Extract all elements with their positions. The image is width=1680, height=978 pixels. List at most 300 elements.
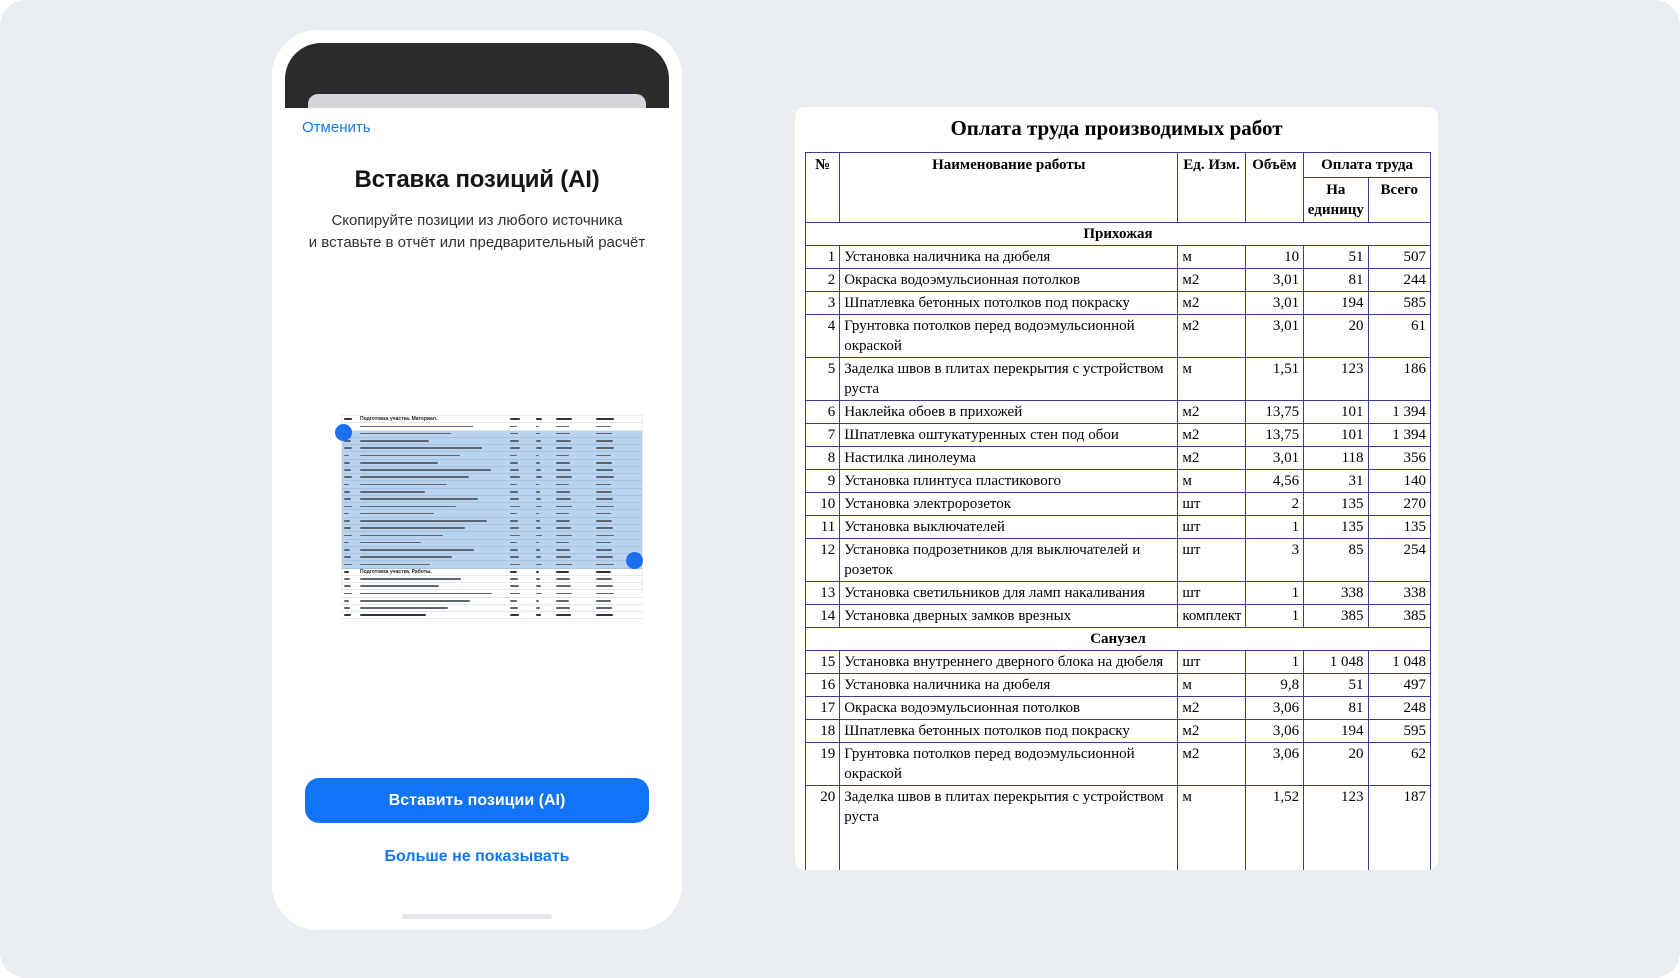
preview-cell bbox=[360, 590, 510, 596]
cell-number: 1 bbox=[806, 246, 840, 269]
cell-volume: 2 bbox=[1245, 493, 1303, 516]
preview-cell bbox=[342, 489, 360, 495]
preview-item-row bbox=[342, 431, 642, 438]
cell-per-unit: 31 bbox=[1304, 470, 1368, 493]
cell-volume: 3,01 bbox=[1245, 292, 1303, 315]
preview-cell bbox=[360, 598, 510, 604]
sheet-subtitle bbox=[285, 210, 669, 254]
cell-volume: 3,06 bbox=[1245, 720, 1303, 743]
preview-cell bbox=[596, 540, 640, 546]
table-row bbox=[806, 674, 1431, 697]
preview-cell bbox=[360, 576, 510, 582]
cell-number: 12 bbox=[806, 539, 840, 582]
cell-unit: м2 bbox=[1178, 424, 1245, 447]
col-header-number: № bbox=[806, 153, 840, 223]
preview-cell bbox=[536, 489, 556, 495]
cell-volume: 4,56 bbox=[1245, 470, 1303, 493]
table-row bbox=[806, 493, 1431, 516]
cell-work-name: Грунтовка потолков перед водоэмульсионной окраской bbox=[840, 315, 1178, 358]
insert-positions-button[interactable]: Вставить позиции (AI) bbox=[305, 778, 649, 823]
preview-cell bbox=[342, 561, 360, 567]
preview-cell bbox=[556, 576, 596, 582]
preview-cell bbox=[360, 467, 510, 473]
preview-cell bbox=[536, 547, 556, 553]
preview-cell bbox=[510, 561, 536, 567]
cell-work-name: Заделка швов в плитах перекрытия с устройством руста bbox=[840, 358, 1178, 401]
table-row bbox=[806, 358, 1431, 401]
preview-cell bbox=[556, 612, 596, 618]
preview-cell bbox=[596, 518, 640, 524]
preview-cell bbox=[510, 554, 536, 560]
cell-number: 4 bbox=[806, 315, 840, 358]
cell-volume: 10 bbox=[1245, 246, 1303, 269]
preview-item-row bbox=[342, 481, 642, 488]
cell-volume: 3,01 bbox=[1245, 447, 1303, 470]
cell-unit: шт bbox=[1178, 582, 1245, 605]
table-row bbox=[806, 315, 1431, 358]
preview-cell bbox=[556, 481, 596, 487]
preview-cell bbox=[360, 474, 510, 480]
preview-cell bbox=[556, 540, 596, 546]
preview-cell bbox=[360, 569, 510, 575]
preview-cell bbox=[342, 540, 360, 546]
sheet-subtitle-line2: и вставьте в отчёт или предварительный расчёт bbox=[308, 234, 646, 251]
preview-cell bbox=[342, 525, 360, 531]
preview-item-row bbox=[342, 489, 642, 496]
preview-cell bbox=[510, 445, 536, 451]
table-row bbox=[806, 246, 1431, 269]
preview-cell bbox=[556, 510, 596, 516]
work-payment-document bbox=[795, 107, 1438, 870]
cell-total: 187 bbox=[1368, 786, 1430, 871]
cell-number: 5 bbox=[806, 358, 840, 401]
cell-volume: 13,75 bbox=[1245, 424, 1303, 447]
col-header-pay-group: Оплата труда bbox=[1304, 153, 1431, 178]
preview-cell bbox=[342, 532, 360, 538]
preview-cell bbox=[360, 561, 510, 567]
preview-section-row bbox=[342, 416, 642, 423]
table-row bbox=[806, 786, 1431, 871]
cell-volume: 1 bbox=[1245, 605, 1303, 628]
cell-work-name: Шпатлевка бетонных потолков под покраску bbox=[840, 720, 1178, 743]
preview-cell bbox=[510, 532, 536, 538]
preview-cell bbox=[536, 590, 556, 596]
table-row bbox=[806, 605, 1431, 628]
col-header-volume: Объём bbox=[1245, 153, 1303, 223]
preview-cell bbox=[556, 547, 596, 553]
preview-cell bbox=[360, 503, 510, 509]
cell-unit: м2 bbox=[1178, 401, 1245, 424]
cell-total: 270 bbox=[1368, 493, 1430, 516]
preview-cell bbox=[510, 547, 536, 553]
preview-cell bbox=[536, 510, 556, 516]
cell-work-name: Установка выключателей bbox=[840, 516, 1178, 539]
preview-cell bbox=[510, 569, 536, 575]
preview-cell bbox=[536, 583, 556, 589]
preview-cell bbox=[360, 431, 510, 437]
cell-volume: 3,06 bbox=[1245, 743, 1303, 786]
preview-cell bbox=[342, 554, 360, 560]
preview-cell bbox=[596, 460, 640, 466]
cell-work-name: Заделка швов в плитах перекрытия с устройством руста bbox=[840, 786, 1178, 871]
section-row bbox=[806, 628, 1431, 651]
table-row bbox=[806, 516, 1431, 539]
preview-item-row bbox=[342, 576, 642, 583]
preview-cell bbox=[510, 590, 536, 596]
preview-cell bbox=[536, 605, 556, 611]
cell-per-unit: 81 bbox=[1304, 269, 1368, 292]
cell-volume: 1 bbox=[1245, 516, 1303, 539]
cell-total: 254 bbox=[1368, 539, 1430, 582]
preview-cell bbox=[360, 452, 510, 458]
preview-item-row bbox=[342, 554, 642, 561]
preview-cell bbox=[342, 474, 360, 480]
preview-cell bbox=[342, 583, 360, 589]
cell-total: 186 bbox=[1368, 358, 1430, 401]
preview-cell bbox=[342, 496, 360, 502]
preview-cell bbox=[360, 438, 510, 444]
preview-cell bbox=[536, 503, 556, 509]
cell-work-name: Грунтовка потолков перед водоэмульсионной окраской bbox=[840, 743, 1178, 786]
table-row bbox=[806, 720, 1431, 743]
preview-cell bbox=[360, 518, 510, 524]
preview-cell bbox=[342, 598, 360, 604]
table-row bbox=[806, 424, 1431, 447]
preview-cell bbox=[510, 452, 536, 458]
preview-cell bbox=[510, 598, 536, 604]
preview-cell bbox=[556, 532, 596, 538]
cell-total: 585 bbox=[1368, 292, 1430, 315]
cell-per-unit: 81 bbox=[1304, 697, 1368, 720]
preview-cell bbox=[596, 474, 640, 480]
preview-cell bbox=[360, 460, 510, 466]
preview-cell bbox=[510, 474, 536, 480]
preview-section-label: Подготовка участка. Материал. bbox=[360, 416, 438, 423]
preview-cell bbox=[510, 438, 536, 444]
cell-unit: шт bbox=[1178, 539, 1245, 582]
preview-cell bbox=[360, 540, 510, 546]
preview-item-row bbox=[342, 467, 642, 474]
cell-volume: 13,75 bbox=[1245, 401, 1303, 424]
preview-cell bbox=[342, 503, 360, 509]
cell-work-name: Окраска водоэмульсионная потолков bbox=[840, 697, 1178, 720]
preview-cell bbox=[360, 496, 510, 502]
cell-number: 16 bbox=[806, 674, 840, 697]
preview-cell bbox=[360, 605, 510, 611]
cell-unit: м bbox=[1178, 674, 1245, 697]
preview-cell bbox=[536, 431, 556, 437]
preview-cell bbox=[596, 503, 640, 509]
section-title: Прихожая bbox=[806, 223, 1431, 246]
preview-cell bbox=[510, 431, 536, 437]
cell-total: 1 394 bbox=[1368, 424, 1430, 447]
work-table-body bbox=[806, 223, 1431, 871]
work-table-container bbox=[805, 152, 1431, 870]
preview-cell bbox=[360, 554, 510, 560]
preview-cell bbox=[510, 612, 536, 618]
table-header-row-1 bbox=[806, 153, 1431, 178]
preview-cell bbox=[556, 525, 596, 531]
selection-handle-bottom-right[interactable] bbox=[626, 552, 643, 569]
cell-work-name: Шпатлевка оштукатуренных стен под обои bbox=[840, 424, 1178, 447]
preview-cell bbox=[536, 423, 556, 429]
preview-item-row bbox=[342, 496, 642, 503]
cell-number: 8 bbox=[806, 447, 840, 470]
preview-item-row bbox=[342, 474, 642, 481]
cell-unit: м2 bbox=[1178, 292, 1245, 315]
cell-total: 1 394 bbox=[1368, 401, 1430, 424]
cell-number: 2 bbox=[806, 269, 840, 292]
sheet-subtitle-line1: Скопируйте позиции из любого источника bbox=[331, 212, 623, 229]
preview-cell bbox=[510, 518, 536, 524]
preview-item-row bbox=[342, 598, 642, 605]
preview-cell bbox=[342, 547, 360, 553]
preview-cell bbox=[556, 489, 596, 495]
preview-cell bbox=[536, 554, 556, 560]
cell-per-unit: 85 bbox=[1304, 539, 1368, 582]
cell-work-name: Наклейка обоев в прихожей bbox=[840, 401, 1178, 424]
table-row bbox=[806, 401, 1431, 424]
section-row bbox=[806, 223, 1431, 246]
cell-unit: м bbox=[1178, 246, 1245, 269]
preview-cell bbox=[536, 540, 556, 546]
cell-unit: м bbox=[1178, 786, 1245, 871]
dont-show-again-link[interactable]: Больше не показывать bbox=[384, 848, 570, 865]
preview-cell bbox=[596, 583, 640, 589]
cell-volume: 1 bbox=[1245, 582, 1303, 605]
home-indicator bbox=[402, 914, 552, 919]
cell-total: 248 bbox=[1368, 697, 1430, 720]
preview-cell bbox=[510, 605, 536, 611]
table-row bbox=[806, 539, 1431, 582]
preview-cell bbox=[556, 569, 596, 575]
preview-item-row bbox=[342, 583, 642, 590]
cell-work-name: Настилка линолеума bbox=[840, 447, 1178, 470]
preview-cell bbox=[556, 467, 596, 473]
col-header-per-unit: На единицу bbox=[1304, 178, 1368, 223]
preview-cell bbox=[596, 598, 640, 604]
cell-unit: м2 bbox=[1178, 720, 1245, 743]
cell-unit: м2 bbox=[1178, 743, 1245, 786]
table-row bbox=[806, 651, 1431, 674]
preview-cell bbox=[342, 467, 360, 473]
preview-cell bbox=[596, 532, 640, 538]
cell-work-name: Окраска водоэмульсионная потолков bbox=[840, 269, 1178, 292]
preview-cell bbox=[536, 561, 556, 567]
col-header-unit: Ед. Изм. bbox=[1178, 153, 1245, 223]
preview-cell bbox=[596, 467, 640, 473]
preview-cell bbox=[556, 561, 596, 567]
preview-cell bbox=[510, 489, 536, 495]
preview-cell bbox=[596, 489, 640, 495]
preview-cell bbox=[536, 518, 556, 524]
cell-per-unit: 194 bbox=[1304, 292, 1368, 315]
preview-cell bbox=[596, 481, 640, 487]
preview-cell bbox=[556, 474, 596, 480]
preview-item-row bbox=[342, 510, 642, 517]
cell-unit: м2 bbox=[1178, 315, 1245, 358]
spreadsheet-preview-rows bbox=[342, 416, 642, 619]
cell-number: 3 bbox=[806, 292, 840, 315]
preview-cell bbox=[556, 431, 596, 437]
preview-cell bbox=[536, 481, 556, 487]
preview-cell bbox=[596, 605, 640, 611]
preview-cell bbox=[556, 554, 596, 560]
preview-cell bbox=[510, 467, 536, 473]
preview-item-row bbox=[342, 445, 642, 452]
cell-volume: 3 bbox=[1245, 539, 1303, 582]
preview-cell bbox=[556, 605, 596, 611]
preview-cell bbox=[360, 423, 510, 429]
cell-volume: 3,06 bbox=[1245, 697, 1303, 720]
cell-total: 338 bbox=[1368, 582, 1430, 605]
preview-cell bbox=[510, 583, 536, 589]
preview-cell bbox=[596, 416, 640, 422]
cell-per-unit: 51 bbox=[1304, 674, 1368, 697]
cell-per-unit: 135 bbox=[1304, 516, 1368, 539]
preview-cell bbox=[342, 605, 360, 611]
cell-number: 15 bbox=[806, 651, 840, 674]
table-row bbox=[806, 697, 1431, 720]
preview-cell bbox=[536, 598, 556, 604]
preview-item-row bbox=[342, 540, 642, 547]
cell-work-name: Установка плинтуса пластикового bbox=[840, 470, 1178, 493]
cell-volume: 1 bbox=[1245, 651, 1303, 674]
preview-cell bbox=[536, 445, 556, 451]
preview-cell bbox=[510, 576, 536, 582]
preview-item-row bbox=[342, 452, 642, 459]
preview-cell bbox=[556, 452, 596, 458]
preview-cell bbox=[536, 496, 556, 502]
spreadsheet-preview-thumbnail bbox=[342, 416, 642, 592]
preview-cell bbox=[596, 612, 640, 618]
cell-per-unit: 20 bbox=[1304, 743, 1368, 786]
preview-cell bbox=[342, 590, 360, 596]
preview-cell bbox=[556, 518, 596, 524]
preview-cell bbox=[510, 510, 536, 516]
preview-item-row bbox=[342, 532, 642, 539]
cell-total: 62 bbox=[1368, 743, 1430, 786]
preview-item-row bbox=[342, 605, 642, 612]
preview-cell bbox=[342, 510, 360, 516]
preview-cell bbox=[360, 525, 510, 531]
cell-work-name: Установка наличника на дюбеля bbox=[840, 674, 1178, 697]
cell-volume: 1,51 bbox=[1245, 358, 1303, 401]
preview-item-row bbox=[342, 547, 642, 554]
cell-total: 385 bbox=[1368, 605, 1430, 628]
cell-number: 6 bbox=[806, 401, 840, 424]
cell-total: 135 bbox=[1368, 516, 1430, 539]
cell-unit: шт bbox=[1178, 516, 1245, 539]
preview-item-row bbox=[342, 503, 642, 510]
preview-item-row bbox=[342, 460, 642, 467]
preview-cell bbox=[536, 416, 556, 422]
preview-cell bbox=[556, 423, 596, 429]
table-row bbox=[806, 582, 1431, 605]
phone-mockup bbox=[272, 30, 682, 930]
cell-number: 9 bbox=[806, 470, 840, 493]
preview-cell bbox=[556, 583, 596, 589]
preview-cell bbox=[360, 510, 510, 516]
cell-work-name: Установка подрозетников для выключателей и розеток bbox=[840, 539, 1178, 582]
preview-cell bbox=[342, 452, 360, 458]
cell-volume: 1,52 bbox=[1245, 786, 1303, 871]
preview-cell bbox=[342, 518, 360, 524]
cell-unit: м2 bbox=[1178, 447, 1245, 470]
cell-volume: 9,8 bbox=[1245, 674, 1303, 697]
preview-cell bbox=[556, 460, 596, 466]
table-row bbox=[806, 447, 1431, 470]
preview-cell bbox=[510, 481, 536, 487]
cell-volume: 3,01 bbox=[1245, 269, 1303, 292]
cell-unit: м2 bbox=[1178, 269, 1245, 292]
cell-per-unit: 135 bbox=[1304, 493, 1368, 516]
cell-number: 7 bbox=[806, 424, 840, 447]
preview-cell bbox=[596, 445, 640, 451]
cell-unit: шт bbox=[1178, 651, 1245, 674]
cell-number: 18 bbox=[806, 720, 840, 743]
cell-unit: м2 bbox=[1178, 697, 1245, 720]
preview-cell bbox=[536, 438, 556, 444]
preview-cell bbox=[596, 452, 640, 458]
preview-cell bbox=[536, 452, 556, 458]
cell-number: 20 bbox=[806, 786, 840, 871]
selection-handle-top-left[interactable] bbox=[335, 424, 352, 441]
cancel-button[interactable]: Отменить bbox=[302, 119, 371, 136]
col-header-work-name: Наименование работы bbox=[840, 153, 1178, 223]
preview-cell bbox=[360, 489, 510, 495]
preview-cell bbox=[596, 496, 640, 502]
sheet-title: Вставка позиций (AI) bbox=[354, 166, 600, 193]
preview-cell bbox=[510, 460, 536, 466]
cell-per-unit: 194 bbox=[1304, 720, 1368, 743]
preview-cell bbox=[596, 431, 640, 437]
preview-cell bbox=[536, 460, 556, 466]
cell-per-unit: 118 bbox=[1304, 447, 1368, 470]
cell-total: 61 bbox=[1368, 315, 1430, 358]
cell-number: 13 bbox=[806, 582, 840, 605]
preview-item-row bbox=[342, 561, 642, 568]
cell-unit: шт bbox=[1178, 493, 1245, 516]
preview-cell bbox=[510, 540, 536, 546]
cell-number: 17 bbox=[806, 697, 840, 720]
insert-positions-sheet bbox=[285, 108, 669, 930]
table-row bbox=[806, 470, 1431, 493]
preview-cell bbox=[342, 445, 360, 451]
cell-work-name: Установка внутреннего дверного блока на дюбеля bbox=[840, 651, 1178, 674]
cell-per-unit: 385 bbox=[1304, 605, 1368, 628]
preview-cell bbox=[556, 503, 596, 509]
preview-cell bbox=[360, 583, 510, 589]
preview-cell bbox=[342, 569, 360, 575]
cell-total: 507 bbox=[1368, 246, 1430, 269]
cell-number: 19 bbox=[806, 743, 840, 786]
preview-cell bbox=[342, 576, 360, 582]
preview-item-row bbox=[342, 423, 642, 430]
cell-work-name: Шпатлевка бетонных потолков под покраску bbox=[840, 292, 1178, 315]
cell-total: 497 bbox=[1368, 674, 1430, 697]
cell-number: 14 bbox=[806, 605, 840, 628]
preview-cell bbox=[342, 612, 360, 618]
cell-total: 140 bbox=[1368, 470, 1430, 493]
work-table bbox=[805, 152, 1431, 870]
cell-per-unit: 338 bbox=[1304, 582, 1368, 605]
preview-item-row bbox=[342, 525, 642, 532]
document-title: Оплата труда производимых работ bbox=[950, 116, 1283, 140]
preview-section-row bbox=[342, 569, 642, 576]
preview-section-row bbox=[342, 612, 642, 619]
preview-cell bbox=[360, 445, 510, 451]
